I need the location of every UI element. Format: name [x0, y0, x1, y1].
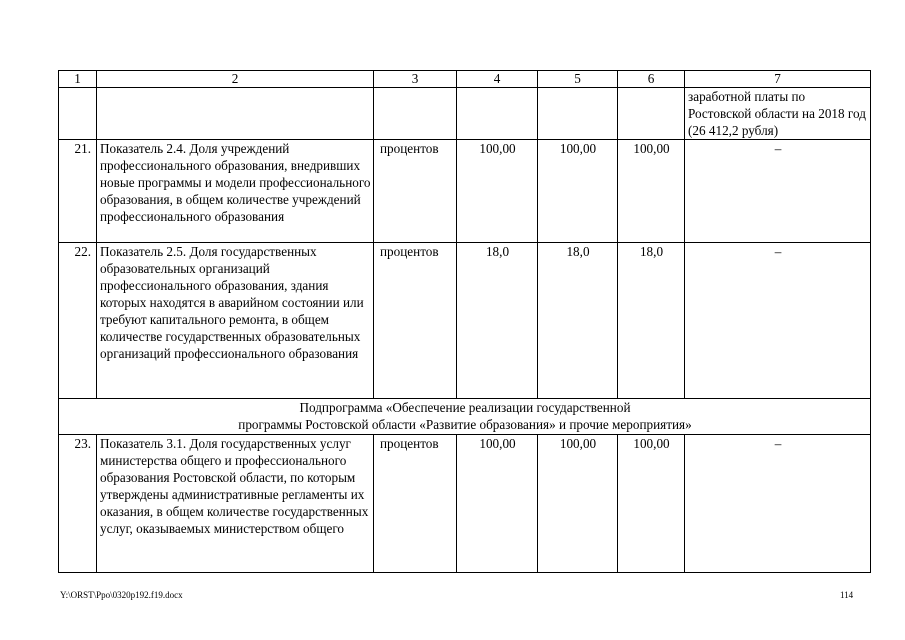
column-header: 1 [59, 71, 97, 88]
column-header: 7 [685, 71, 871, 88]
value-cell: 100,00 [457, 140, 538, 243]
row-number: 22. [59, 243, 97, 399]
column-header: 3 [374, 71, 457, 88]
indicator-text: Показатель 2.4. Доля учреждений профессионального образования, внедривших новые программы и модели профессионального образования, в общем количестве учреждений профессионального образования [97, 140, 374, 243]
subprogram-row [59, 399, 871, 435]
note-cell: заработной платы по Ростовской области на 2018 год (26 412,2 рубля) [685, 88, 871, 140]
value-cell: 100,00 [538, 435, 618, 573]
value-cell: 100,00 [457, 435, 538, 573]
column-header: 2 [97, 71, 374, 88]
header-row [59, 71, 871, 88]
subprogram-line: программы Ростовской области «Развитие образования» и прочие мероприятия» [238, 417, 692, 432]
note-cell: – [685, 435, 871, 573]
row-number: 21. [59, 140, 97, 243]
subprogram-line: Подпрограмма «Обеспечение реализации государственной [299, 400, 631, 415]
table-row [59, 435, 871, 573]
unit-cell: процентов [374, 140, 457, 243]
subprogram-heading [59, 399, 871, 435]
value-cell: 100,00 [618, 140, 685, 243]
note-cell: – [685, 140, 871, 243]
column-header: 5 [538, 71, 618, 88]
value-cell: 18,0 [538, 243, 618, 399]
row-number: 23. [59, 435, 97, 573]
note-cell: – [685, 243, 871, 399]
page-number: 114 [840, 590, 854, 600]
value-cell: 100,00 [538, 140, 618, 243]
value-cell: 100,00 [618, 435, 685, 573]
indicator-text: Показатель 2.5. Доля государственных образовательных организаций профессионального образования, здания которых находятся в аварийном состоянии или требуют капитального ремонта, в общем количестве государственных образовательных организаций профессионального образования [97, 243, 374, 399]
table-row [59, 140, 871, 243]
indicator-text: Показатель 3.1. Доля государственных услуг министерства общего и профессионального образования Ростовской области, по которым утверждены административные регламенты их оказания, в общем количестве государственных услуг, оказываемых министерством общего [97, 435, 374, 573]
value-cell: 18,0 [457, 243, 538, 399]
table-row [59, 243, 871, 399]
continuation-row [59, 88, 871, 140]
unit-cell: процентов [374, 435, 457, 573]
column-header: 6 [618, 71, 685, 88]
file-path-footer: Y:\ORST\Ppo\0320p192.f19.docx [60, 590, 183, 600]
column-header: 4 [457, 71, 538, 88]
unit-cell: процентов [374, 243, 457, 399]
value-cell: 18,0 [618, 243, 685, 399]
indicators-table [58, 70, 871, 573]
